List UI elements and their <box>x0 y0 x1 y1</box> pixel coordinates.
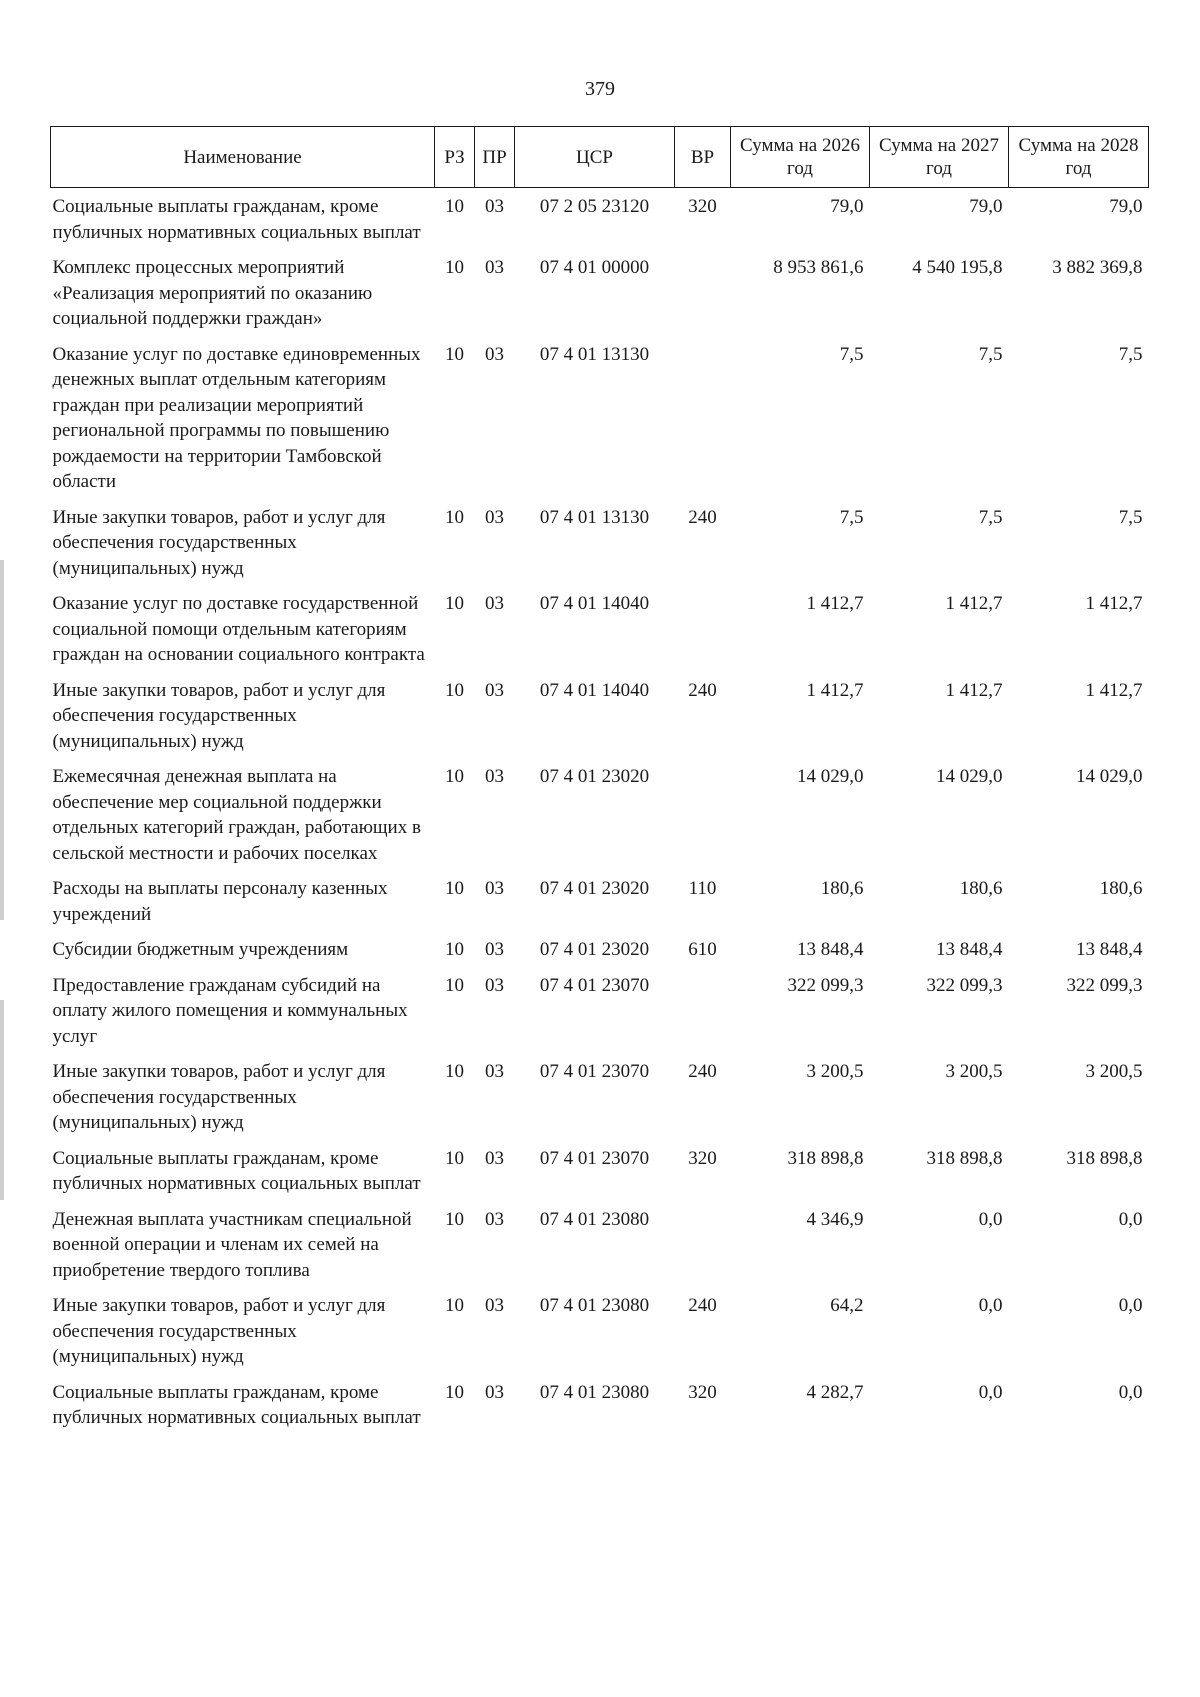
cell-name: Денежная выплата участникам специальной военной операции и членам их семей на приобретение твердого топлива <box>52 1208 412 1281</box>
cell-pr: 03 <box>485 196 504 217</box>
cell-rz: 10 <box>445 196 464 217</box>
table-header <box>51 127 1149 188</box>
cell-csr: 07 4 01 23070 <box>539 1147 650 1169</box>
cell-vr: 240 <box>688 1295 717 1316</box>
cell-rz: 10 <box>445 878 464 899</box>
header-vr: ВР <box>675 127 731 188</box>
cell-csr: 07 4 01 23080 <box>539 1295 650 1316</box>
cell-csr: 07 4 01 23070 <box>539 974 650 996</box>
table-row <box>51 870 1149 931</box>
table-body <box>51 188 1149 1435</box>
cell-rz: 10 <box>445 506 464 528</box>
cell-name: Иные закупки товаров, работ и услуг для обеспечения государственных (муниципальных) нужд <box>52 1061 386 1133</box>
cell-name: Расходы на выплаты персоналу казенных учреждений <box>52 878 388 925</box>
cell-pr: 03 <box>485 1208 504 1230</box>
cell-name: Комплекс процессных мероприятий «Реализация мероприятий по оказанию социальной поддержки граждан» <box>52 257 373 329</box>
cell-sum-2027: 0,0 <box>978 1295 1003 1316</box>
cell-sum-2028: 1 412,7 <box>1085 593 1143 614</box>
cell-csr: 07 4 01 14040 <box>539 679 650 701</box>
cell-sum-2027: 1 412,7 <box>945 679 1003 701</box>
cell-sum-2026: 14 029,0 <box>797 766 864 787</box>
cell-csr: 07 4 01 14040 <box>539 593 650 614</box>
cell-rz: 10 <box>445 1147 464 1169</box>
cell-vr: 240 <box>688 679 717 701</box>
cell-pr: 03 <box>485 593 504 614</box>
cell-pr: 03 <box>485 878 504 899</box>
cell-sum-2027: 0,0 <box>978 1381 1003 1403</box>
cell-rz: 10 <box>445 343 464 365</box>
cell-rz: 10 <box>445 1208 464 1230</box>
cell-rz: 10 <box>445 593 464 614</box>
scan-edge-mark <box>0 1000 4 1200</box>
cell-sum-2028: 322 099,3 <box>1066 974 1143 996</box>
cell-sum-2026: 7,5 <box>839 343 864 365</box>
cell-rz: 10 <box>445 1061 464 1082</box>
header-rz: РЗ <box>435 127 475 188</box>
cell-sum-2027: 0,0 <box>978 1208 1003 1230</box>
table-row <box>51 1201 1149 1288</box>
cell-name: Социальные выплаты гражданам, кроме публичных нормативных социальных выплат <box>52 1147 421 1194</box>
cell-vr: 110 <box>688 878 717 899</box>
cell-vr <box>675 1201 731 1288</box>
cell-rz: 10 <box>445 1295 464 1316</box>
cell-pr: 03 <box>485 766 504 787</box>
cell-vr: 240 <box>688 1061 717 1082</box>
cell-sum-2028: 7,5 <box>1118 506 1143 528</box>
cell-name: Социальные выплаты гражданам, кроме публичных нормативных социальных выплат <box>52 196 421 243</box>
cell-sum-2026: 7,5 <box>839 506 864 528</box>
page-number: 379 <box>585 78 615 100</box>
table-row <box>51 336 1149 499</box>
cell-pr: 03 <box>485 939 504 960</box>
cell-vr: 610 <box>688 939 717 960</box>
cell-sum-2026: 4 346,9 <box>806 1208 864 1230</box>
cell-vr <box>675 585 731 672</box>
table-row <box>51 1053 1149 1140</box>
table-row <box>51 967 1149 1054</box>
cell-sum-2026: 180,6 <box>820 878 864 899</box>
header-sum-2026: Сумма на 2026 год <box>731 127 870 188</box>
cell-pr: 03 <box>485 257 504 278</box>
cell-sum-2027: 180,6 <box>959 878 1003 899</box>
cell-csr: 07 4 01 23020 <box>539 766 650 787</box>
cell-csr: 07 2 05 23120 <box>539 196 650 217</box>
cell-rz: 10 <box>445 679 464 701</box>
cell-name: Оказание услуг по доставке единовременных денежных выплат отдельным категориям граждан при реализации мероприятий региональной программы по повышению рождаемости на территории Тамбовской области <box>52 343 421 492</box>
cell-sum-2026: 8 953 861,6 <box>773 257 864 278</box>
cell-sum-2028: 180,6 <box>1099 878 1143 899</box>
cell-pr: 03 <box>485 1295 504 1316</box>
cell-sum-2028: 3 200,5 <box>1085 1061 1143 1082</box>
cell-sum-2027: 3 200,5 <box>945 1061 1003 1082</box>
cell-vr: 320 <box>688 196 717 217</box>
cell-csr: 07 4 01 13130 <box>539 506 650 528</box>
cell-name: Оказание услуг по доставке государственной социальной помощи отдельным категориям граждан на основании социального контракта <box>52 593 425 665</box>
cell-sum-2028: 13 848,4 <box>1076 939 1143 960</box>
cell-rz: 10 <box>445 1381 464 1403</box>
table-row <box>51 931 1149 967</box>
cell-pr: 03 <box>485 679 504 701</box>
cell-rz: 10 <box>445 939 464 960</box>
cell-pr: 03 <box>485 1147 504 1169</box>
cell-sum-2027: 322 099,3 <box>926 974 1003 996</box>
cell-sum-2026: 13 848,4 <box>797 939 864 960</box>
budget-table <box>50 126 1149 1435</box>
table-row <box>51 1287 1149 1374</box>
cell-csr: 07 4 01 00000 <box>539 257 650 278</box>
cell-name: Социальные выплаты гражданам, кроме публичных нормативных социальных выплат <box>52 1381 421 1428</box>
cell-sum-2027: 14 029,0 <box>936 766 1003 787</box>
cell-sum-2028: 1 412,7 <box>1085 679 1143 701</box>
cell-pr: 03 <box>485 974 504 996</box>
table-row <box>51 249 1149 336</box>
cell-sum-2028: 0,0 <box>1118 1381 1143 1403</box>
cell-sum-2026: 1 412,7 <box>806 679 864 701</box>
cell-rz: 10 <box>445 974 464 996</box>
scan-edge-mark <box>0 560 4 920</box>
cell-name: Иные закупки товаров, работ и услуг для обеспечения государственных (муниципальных) нужд <box>52 679 386 752</box>
cell-sum-2027: 318 898,8 <box>926 1147 1003 1169</box>
header-sum-2027: Сумма на 2027 год <box>870 127 1009 188</box>
cell-pr: 03 <box>485 506 504 528</box>
header-pr: ПР <box>475 127 515 188</box>
header-sum-2028: Сумма на 2028 год <box>1009 127 1149 188</box>
cell-pr: 03 <box>485 343 504 365</box>
cell-sum-2027: 7,5 <box>978 343 1003 365</box>
cell-vr <box>675 336 731 499</box>
table-row <box>51 672 1149 759</box>
table-row <box>51 188 1149 250</box>
cell-csr: 07 4 01 13130 <box>539 343 650 365</box>
cell-vr: 240 <box>688 506 717 528</box>
table-row <box>51 1140 1149 1201</box>
header-name: Наименование <box>51 127 435 188</box>
cell-vr <box>675 967 731 1054</box>
cell-csr: 07 4 01 23070 <box>539 1061 650 1082</box>
cell-sum-2028: 0,0 <box>1118 1208 1143 1230</box>
cell-name: Субсидии бюджетным учреждениям <box>52 939 349 960</box>
cell-csr: 07 4 01 23020 <box>539 939 650 960</box>
cell-sum-2028: 0,0 <box>1118 1295 1143 1316</box>
cell-sum-2027: 7,5 <box>978 506 1003 528</box>
cell-sum-2027: 13 848,4 <box>936 939 1003 960</box>
cell-vr: 320 <box>688 1147 717 1169</box>
cell-sum-2027: 79,0 <box>969 196 1003 217</box>
cell-rz: 10 <box>445 766 464 787</box>
cell-sum-2028: 318 898,8 <box>1066 1147 1143 1169</box>
cell-sum-2026: 3 200,5 <box>806 1061 864 1082</box>
cell-sum-2028: 79,0 <box>1109 196 1143 217</box>
table-row <box>51 1374 1149 1435</box>
cell-name: Предоставление гражданам субсидий на оплату жилого помещения и коммунальных услуг <box>52 974 408 1047</box>
cell-name: Иные закупки товаров, работ и услуг для обеспечения государственных (муниципальных) нужд <box>52 506 386 579</box>
cell-vr: 320 <box>688 1381 717 1403</box>
cell-vr <box>675 758 731 870</box>
cell-csr: 07 4 01 23080 <box>539 1208 650 1230</box>
cell-csr: 07 4 01 23020 <box>539 878 650 899</box>
cell-sum-2028: 14 029,0 <box>1076 766 1143 787</box>
cell-sum-2026: 322 099,3 <box>787 974 864 996</box>
cell-pr: 03 <box>485 1061 504 1082</box>
cell-sum-2028: 3 882 369,8 <box>1052 257 1143 278</box>
cell-rz: 10 <box>445 257 464 278</box>
cell-name: Иные закупки товаров, работ и услуг для обеспечения государственных (муниципальных) нужд <box>52 1295 386 1367</box>
cell-csr: 07 4 01 23080 <box>539 1381 650 1403</box>
cell-sum-2026: 318 898,8 <box>787 1147 864 1169</box>
header-csr: ЦСР <box>515 127 675 188</box>
cell-sum-2028: 7,5 <box>1118 343 1143 365</box>
cell-sum-2026: 64,2 <box>830 1295 864 1316</box>
table-row <box>51 758 1149 870</box>
table-row <box>51 499 1149 586</box>
cell-sum-2027: 1 412,7 <box>945 593 1003 614</box>
cell-sum-2027: 4 540 195,8 <box>912 257 1003 278</box>
cell-sum-2026: 1 412,7 <box>806 593 864 614</box>
table-row <box>51 585 1149 672</box>
cell-pr: 03 <box>485 1381 504 1403</box>
cell-sum-2026: 4 282,7 <box>806 1381 864 1403</box>
cell-sum-2026: 79,0 <box>830 196 864 217</box>
cell-name: Ежемесячная денежная выплата на обеспечение мер социальной поддержки отдельных категорий граждан, работающих в сельской местности и рабочих поселках <box>52 766 421 864</box>
cell-vr <box>675 249 731 336</box>
